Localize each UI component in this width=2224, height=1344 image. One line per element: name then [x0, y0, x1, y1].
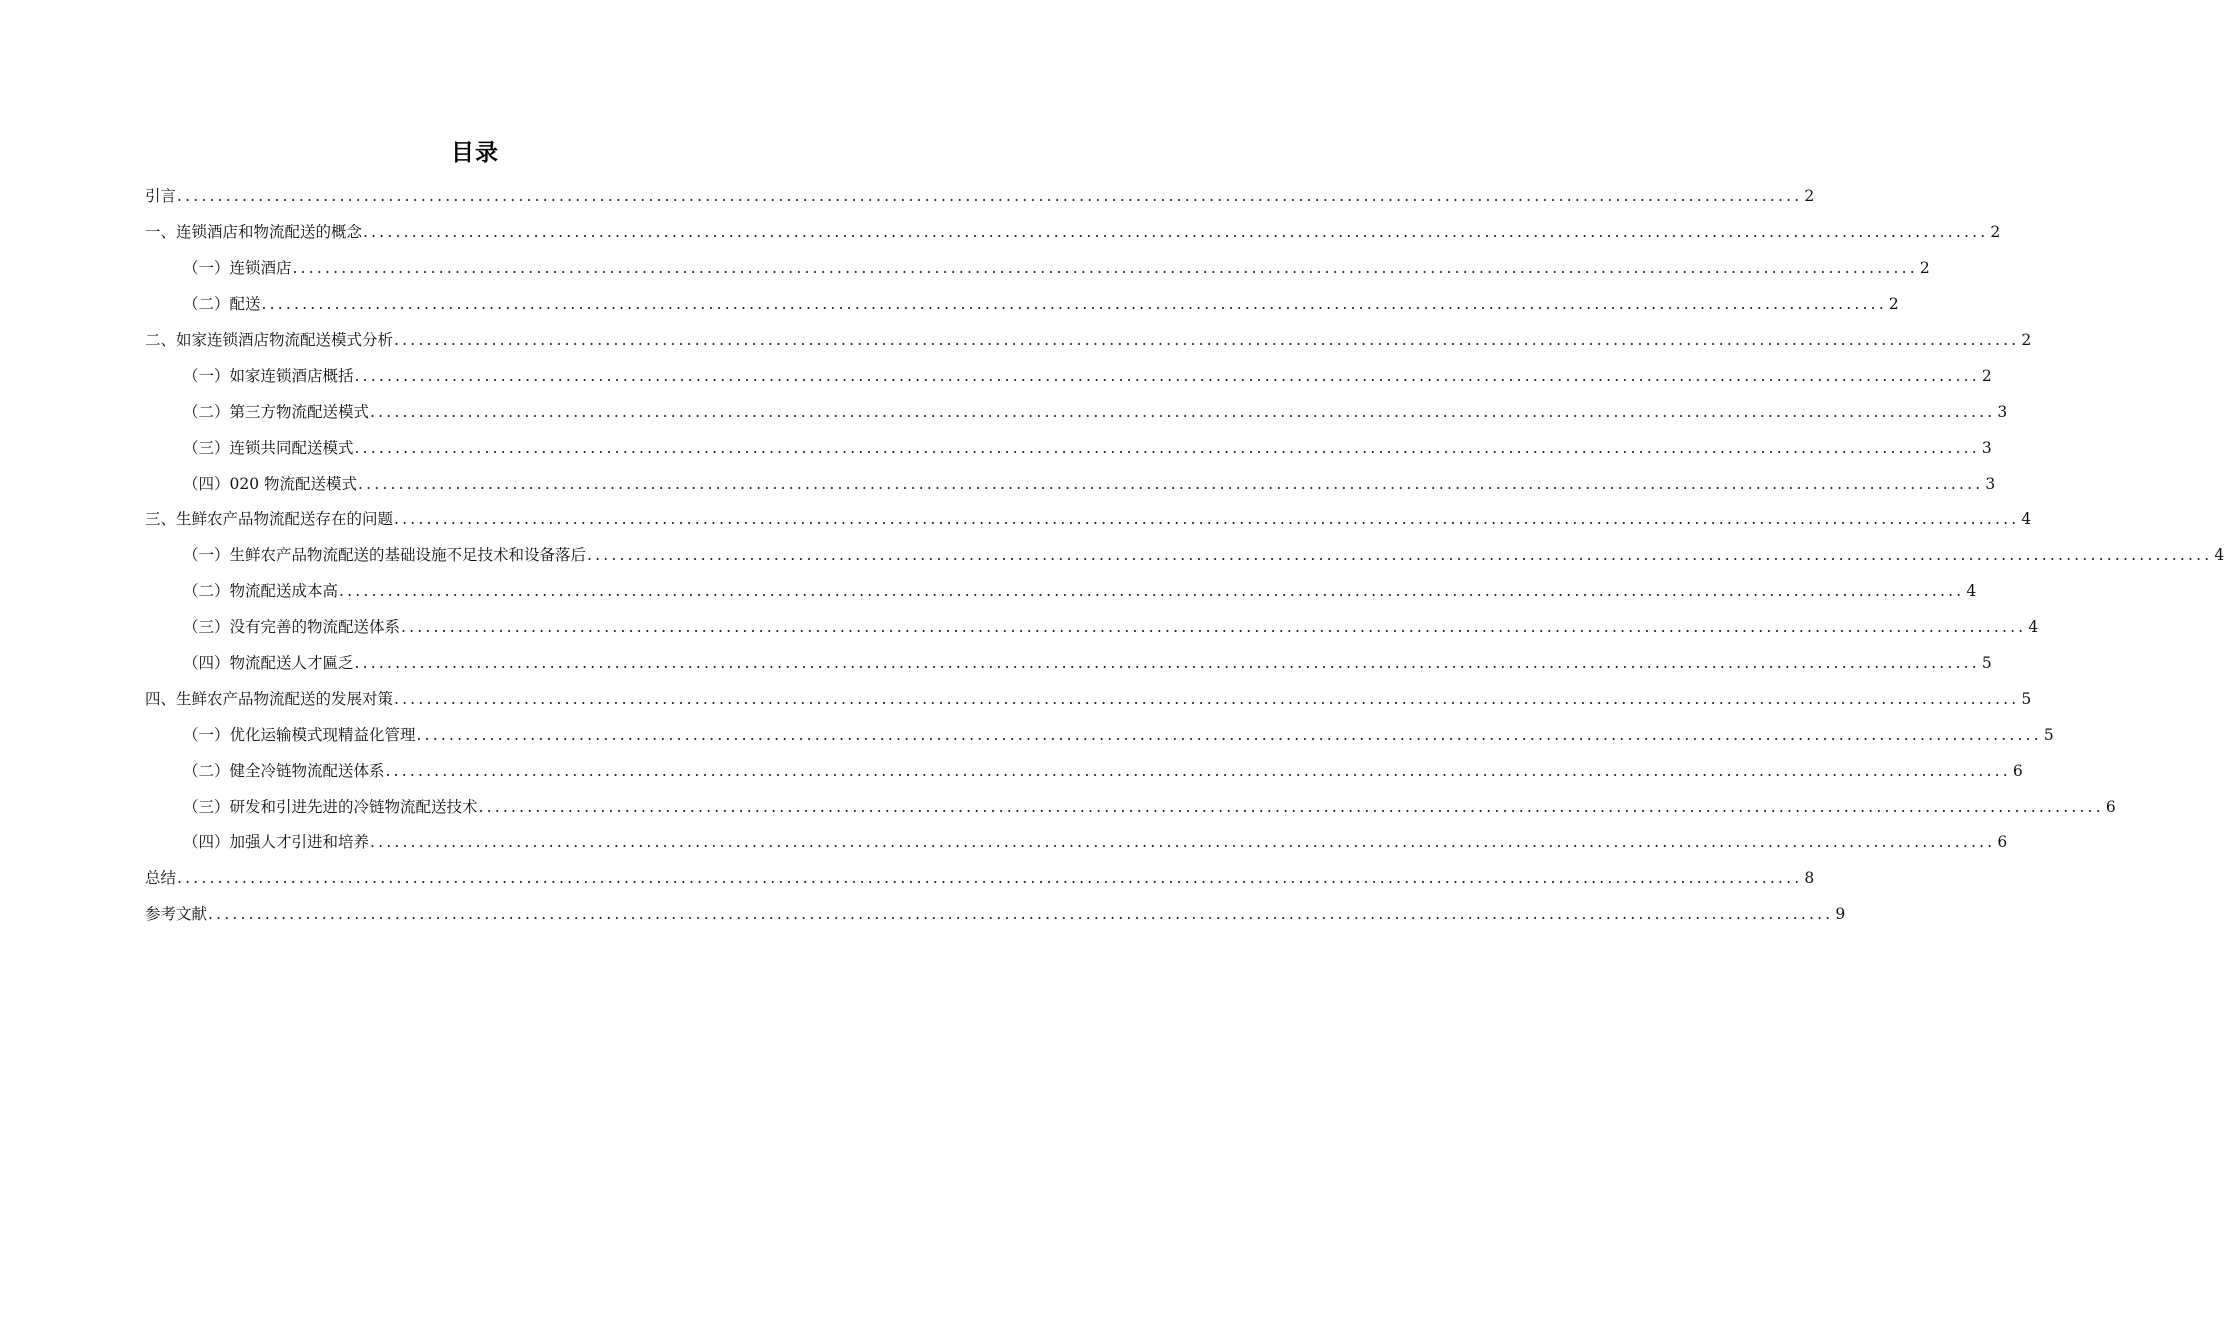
toc-entry: [145, 822, 2008, 858]
toc-entry-text: （二）物流配送成本高: [183, 582, 339, 601]
toc-page-number: 3: [1981, 438, 1992, 457]
toc-entry-text: （一）连锁酒店: [183, 259, 292, 278]
toc-entry: [145, 535, 2224, 571]
toc-page-number: 9: [1835, 905, 1846, 924]
toc-leader-dots: ........................................................................................................................................................................................................: [292, 259, 1918, 278]
toc-entry: [145, 176, 1815, 212]
toc-page-number: 2: [1804, 187, 1815, 206]
toc-leader-dots: ........................................................................................................................................................................................................: [478, 797, 2104, 816]
toc-page-number: 3: [1997, 402, 2008, 421]
toc-entry-text: 三、生鲜农产品物流配送存在的问题: [145, 510, 394, 529]
toc-page-number: 6: [2012, 761, 2023, 780]
toc-entry: [145, 607, 2039, 643]
toc-entry: [145, 499, 2032, 535]
toc-page-number: 2: [1919, 259, 1930, 278]
toc-leader-dots: ........................................................................................................................................................................................................: [385, 761, 2011, 780]
toc-leader-dots: ........................................................................................................................................................................................................: [587, 546, 2213, 565]
toc-entry: [145, 643, 1992, 679]
toc-leader-dots: ........................................................................................................................................................................................................: [394, 330, 2020, 349]
toc-entry-text: （四）加强人才引进和培养: [183, 833, 370, 852]
toc-leader-dots: ........................................................................................................................................................................................................: [261, 295, 1887, 314]
toc-page-number: 2: [1990, 223, 2001, 242]
toc-entry-text: 参考文献: [145, 905, 208, 924]
toc-entry-text: （三）连锁共同配送模式: [183, 438, 354, 457]
toc-entry: [145, 714, 2054, 750]
toc-entry-text: 总结: [145, 869, 177, 888]
toc-entry: [145, 463, 1996, 499]
toc-page-number: 4: [1966, 582, 1977, 601]
toc-leader-dots: ........................................................................................................................................................................................................: [208, 905, 1834, 924]
toc-entry: [145, 858, 1815, 894]
toc-leader-dots: ........................................................................................................................................................................................................: [354, 366, 1980, 385]
toc-page-number: 8: [1804, 869, 1815, 888]
toc-entry-text: （三）研发和引进先进的冷链物流配送技术: [183, 797, 478, 816]
toc-leader-dots: ........................................................................................................................................................................................................: [394, 689, 2020, 708]
toc-page-number: 6: [1997, 833, 2008, 852]
toc-leader-dots: ........................................................................................................................................................................................................: [370, 833, 1996, 852]
toc-page-number: 2: [1981, 366, 1992, 385]
toc-entry: [145, 427, 1992, 463]
toc-page-number: 4: [2214, 546, 2224, 565]
toc-leader-dots: ........................................................................................................................................................................................................: [177, 187, 1803, 206]
toc-entry-text: （一）如家连锁酒店概括: [183, 366, 354, 385]
toc-entry: [145, 571, 1977, 607]
toc-page-number: 4: [2028, 618, 2039, 637]
toc-entry: [145, 248, 1930, 284]
toc-entry: [145, 678, 2032, 714]
toc-page-number: 5: [2043, 725, 2054, 744]
toc-entry: [145, 320, 2032, 356]
toc-entry: [145, 391, 2008, 427]
toc-entry: [145, 355, 1992, 391]
toc-entry-text: （一）生鲜农产品物流配送的基础设施不足技术和设备落后: [183, 546, 587, 565]
toc-entry-text: （一）优化运输模式现精益化管理: [183, 725, 416, 744]
toc-entry-text: （二）健全冷链物流配送体系: [183, 761, 385, 780]
toc-page-number: 6: [2105, 797, 2116, 816]
toc-entry: [145, 212, 2001, 248]
toc-entry-text: 引言: [145, 187, 177, 206]
toc-entry-text: 一、连锁酒店和物流配送的概念: [145, 223, 363, 242]
toc-page-number: 2: [1888, 295, 1899, 314]
toc-leader-dots: ........................................................................................................................................................................................................: [416, 725, 2042, 744]
toc-entry-text: 四、生鲜农产品物流配送的发展对策: [145, 689, 394, 708]
toc-page-number: 3: [1985, 474, 1996, 493]
toc-leader-dots: ........................................................................................................................................................................................................: [339, 582, 1965, 601]
toc-page-number: 5: [1981, 653, 1992, 672]
toc-leader-dots: ........................................................................................................................................................................................................: [394, 510, 2020, 529]
toc-entry-text: （二）配送: [183, 295, 261, 314]
toc-entry-text: 二、如家连锁酒店物流配送模式分析: [145, 330, 394, 349]
toc-entry: [145, 894, 1846, 930]
toc-leader-dots: ........................................................................................................................................................................................................: [401, 618, 2027, 637]
toc-entry: [145, 786, 2116, 822]
toc-leader-dots: ........................................................................................................................................................................................................: [177, 869, 1803, 888]
toc-entry-text: （四）020 物流配送模式: [183, 474, 358, 493]
toc-entry: [145, 284, 1899, 320]
toc-list: [145, 176, 2224, 930]
toc-page-number: 4: [2021, 510, 2032, 529]
toc-entry: [145, 750, 2023, 786]
toc-leader-dots: ........................................................................................................................................................................................................: [354, 438, 1980, 457]
toc-leader-dots: ........................................................................................................................................................................................................: [358, 474, 1984, 493]
toc-leader-dots: ........................................................................................................................................................................................................: [370, 402, 1996, 421]
toc-title: 目录: [451, 140, 499, 166]
toc-page-number: 2: [2021, 330, 2032, 349]
toc-entry-text: （四）物流配送人才匾乏: [183, 653, 354, 672]
toc-leader-dots: ........................................................................................................................................................................................................: [354, 653, 1980, 672]
toc-entry-text: （三）没有完善的物流配送体系: [183, 618, 401, 637]
toc-entry-text: （二）第三方物流配送模式: [183, 402, 370, 421]
toc-leader-dots: ........................................................................................................................................................................................................: [363, 223, 1989, 242]
toc-page-number: 5: [2021, 689, 2032, 708]
